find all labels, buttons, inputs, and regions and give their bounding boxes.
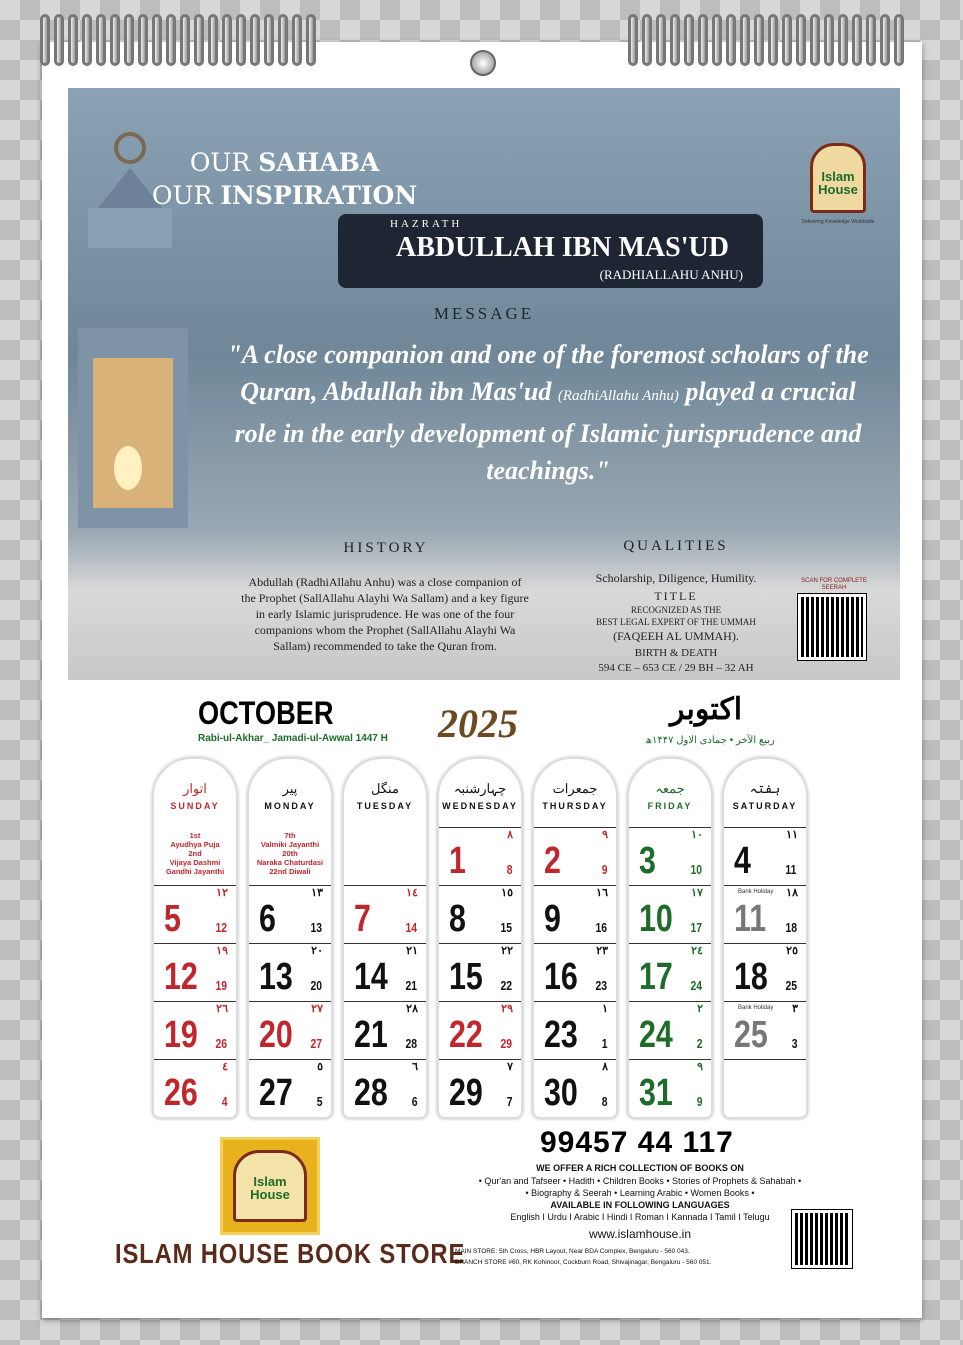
date-cell[interactable] <box>154 1059 236 1117</box>
day-name: TUESDAY <box>356 801 414 811</box>
gregorian-date: 23 <box>544 1014 578 1056</box>
date-cell[interactable] <box>724 1001 806 1059</box>
date-cell[interactable] <box>344 943 426 1001</box>
hijri-date-arabic: ٨ <box>602 1061 608 1073</box>
binding-ring <box>712 14 722 66</box>
empty-cell <box>724 1059 806 1117</box>
day-name-urdu: چہارشنبہ <box>453 781 507 796</box>
binding-ring <box>642 14 652 66</box>
history-text: Abdullah (RadhiAllahu Anhu) was a close companion of the Prophet (SallAllahu Alayhi Wa Sallam) and a key figure in early Islamic jurisprudence. He was one of the four companions whom the Prophet (SallAllahu Alayhi Wa Sallam) recommended to take the Quran from. <box>241 575 529 653</box>
gregorian-date: 26 <box>164 1072 198 1114</box>
hijri-date-arabic: ٥ <box>317 1061 323 1073</box>
message-heading: MESSAGE <box>433 304 535 323</box>
name-prefix: HAZRATH <box>390 218 463 230</box>
gregorian-date: 31 <box>639 1072 673 1114</box>
gregorian-date: 21 <box>354 1014 388 1056</box>
hijri-months: Rabi-ul-Akhar_ Jamadi-ul-Awwal 1447 H <box>198 733 388 744</box>
binding-ring <box>54 14 64 66</box>
hijri-date-arabic: ٩ <box>697 1061 703 1073</box>
date-cell[interactable] <box>249 885 331 943</box>
day-name: MONDAY <box>264 801 316 811</box>
hijri-date: 28 <box>404 1036 417 1051</box>
hanging-hole <box>470 50 496 76</box>
hijri-date: 27 <box>309 1036 322 1051</box>
gregorian-date: 25 <box>734 1014 768 1056</box>
date-cell[interactable] <box>724 885 806 943</box>
gregorian-date: 15 <box>449 956 483 998</box>
gregorian-date: 7 <box>354 898 371 940</box>
date-cell[interactable] <box>534 885 616 943</box>
hijri-date-arabic: ١٧ <box>691 887 703 899</box>
gregorian-date: 12 <box>164 956 198 998</box>
branch-store-address: BRANCH STORE #60, RK Kohinoor, Cockburn Road, Shivajinagar, Bengaluru - 560 051. <box>455 1259 712 1266</box>
hijri-date: 29 <box>499 1036 512 1051</box>
hijri-date: 24 <box>689 978 702 993</box>
hijri-date-arabic: ٢٢ <box>501 945 513 957</box>
languages-list: English I Urdu I Arabic I Hindi I Roman I Kannada I Tamil I Telugu <box>510 1212 770 1222</box>
date-cell[interactable] <box>154 885 236 943</box>
day-name: WEDNESDAY <box>442 801 518 811</box>
date-cell[interactable] <box>344 1059 426 1117</box>
title-heading: TITLE <box>654 589 698 603</box>
hijri-date: 7 <box>506 1094 513 1109</box>
binding-ring <box>152 14 162 66</box>
hijri-date: 13 <box>309 920 322 935</box>
date-cell[interactable] <box>629 943 711 1001</box>
topics-line-1: • Qur'an and Tafseer • Hadith • Children Books • Stories of Prophets & Sahabah • <box>478 1176 802 1186</box>
hijri-date-arabic: ٧ <box>507 1061 513 1073</box>
holiday-note-line: Naraka Chaturdasi <box>256 858 324 867</box>
phone-number[interactable]: 99457 44 117 <box>540 1126 734 1159</box>
date-cell[interactable] <box>724 827 806 885</box>
gregorian-date: 30 <box>544 1072 578 1114</box>
holiday-note-line: 20th <box>282 849 298 858</box>
day-name-urdu: منگل <box>371 781 399 796</box>
hijri-date: 15 <box>499 920 512 935</box>
hijri-date: 11 <box>785 862 797 877</box>
hijri-date: 18 <box>784 920 797 935</box>
gregorian-date: 11 <box>734 898 767 940</box>
binding-ring <box>166 14 176 66</box>
binding-ring <box>40 14 50 66</box>
binding-ring <box>796 14 806 66</box>
binding-ring <box>82 14 92 66</box>
gregorian-date: 16 <box>544 956 578 998</box>
binding-ring <box>894 14 904 66</box>
binding-ring <box>838 14 848 66</box>
bookstore-logo: Islam House <box>220 1137 320 1235</box>
gregorian-date: 9 <box>544 898 561 940</box>
languages-heading: AVAILABLE IN FOLLOWING LANGUAGES <box>550 1200 730 1210</box>
date-cell[interactable] <box>629 1001 711 1059</box>
holiday-note-line: 22nd Diwali <box>269 867 311 876</box>
gregorian-date: 1 <box>449 840 466 882</box>
headline: OUR SAHABA OUR INSPIRATION <box>152 148 418 210</box>
logo-tagline: Delivering Knowledge Worldwide <box>801 219 875 225</box>
hijri-date: 16 <box>594 920 607 935</box>
sahabi-name: ABDULLAH IBN MAS'UD <box>396 232 729 263</box>
hijri-date-arabic: ١١ <box>786 829 798 841</box>
day-column-wednesday <box>437 757 523 1119</box>
website-qr-code[interactable] <box>792 1210 852 1268</box>
binding-ring <box>782 14 792 66</box>
gregorian-date: 24 <box>639 1014 673 1056</box>
date-cell[interactable] <box>439 885 521 943</box>
year: 2025 <box>438 701 518 746</box>
gregorian-date: 8 <box>449 898 466 940</box>
date-cell[interactable] <box>629 885 711 943</box>
day-name: SATURDAY <box>732 801 798 811</box>
month-urdu: اکتوبر <box>670 693 743 726</box>
binding-ring <box>670 14 680 66</box>
day-name: THURSDAY <box>542 801 608 811</box>
date-cell[interactable] <box>439 827 521 885</box>
gregorian-date: 14 <box>354 956 388 998</box>
honorific: (RADHIALLAHU ANHU) <box>599 267 743 282</box>
date-cell[interactable] <box>439 943 521 1001</box>
date-cell[interactable] <box>534 827 616 885</box>
hijri-date: 14 <box>404 920 417 935</box>
binding-ring <box>96 14 106 66</box>
hijri-date: 8 <box>601 1094 608 1109</box>
month-title: OCTOBER <box>198 695 334 731</box>
qualities-text: Scholarship, Diligence, Humility. <box>595 571 757 585</box>
hijri-date-arabic: ١ <box>602 1003 608 1015</box>
day-column-friday <box>627 757 713 1119</box>
gregorian-date: 22 <box>449 1014 483 1056</box>
binding-ring <box>866 14 876 66</box>
hijri-date-arabic: ٤ <box>222 1061 228 1073</box>
binding-ring <box>768 14 778 66</box>
day-column-sunday <box>152 757 238 1119</box>
binding-ring <box>138 14 148 66</box>
binding-ring <box>656 14 666 66</box>
binding-ring <box>180 14 190 66</box>
holiday-notes <box>249 831 331 876</box>
hijri-date: 1 <box>601 1036 608 1051</box>
gregorian-date: 2 <box>544 840 561 882</box>
hijri-date-arabic: ٢٤ <box>691 945 703 957</box>
date-cell[interactable] <box>439 1059 521 1117</box>
hijri-date: 19 <box>214 978 227 993</box>
hijri-date: 26 <box>214 1036 227 1051</box>
binding-ring <box>264 14 274 66</box>
hijri-date-arabic: ١٤ <box>406 887 418 899</box>
birth-text: 594 CE – 653 CE / 29 BH – 32 AH <box>598 662 754 674</box>
gregorian-date: 20 <box>259 1014 293 1056</box>
hijri-date: 17 <box>689 920 702 935</box>
hijri-date: 22 <box>499 978 512 993</box>
binding-ring <box>880 14 890 66</box>
hijri-date-arabic: ٣ <box>792 1003 798 1015</box>
binding-ring <box>852 14 862 66</box>
gregorian-date: 27 <box>259 1072 293 1114</box>
hijri-date: 3 <box>791 1036 798 1051</box>
holiday-note-line: Ayudhya Puja <box>170 840 220 849</box>
sahabi-name-banner <box>338 214 763 288</box>
date-cell[interactable] <box>534 943 616 1001</box>
gregorian-date: 28 <box>354 1072 388 1114</box>
day-column-saturday <box>722 757 808 1119</box>
hijri-date: 21 <box>404 978 417 993</box>
hijri-date: 9 <box>601 862 608 877</box>
offer-heading: WE OFFER A RICH COLLECTION OF BOOKS ON <box>536 1163 744 1173</box>
holiday-label: Bank Holiday <box>738 889 774 895</box>
hijri-date-arabic: ٦ <box>412 1061 418 1073</box>
hijri-date-arabic: ٩ <box>602 829 608 841</box>
scan-label: SCAN FOR COMPLETE SEERAH <box>801 578 867 591</box>
holiday-label: Bank Holiday <box>738 1005 774 1011</box>
binding-ring <box>810 14 820 66</box>
binding-ring <box>726 14 736 66</box>
day-name-urdu: ہفتہ <box>749 781 781 796</box>
gregorian-date: 13 <box>259 956 293 998</box>
title-text: RECOGNIZED AS THE BEST LEGAL EXPERT OF THE UMMAH (FAQEEH AL UMMAH). <box>596 605 756 643</box>
gregorian-date: 4 <box>734 840 751 882</box>
binding-ring <box>222 14 232 66</box>
binding-ring <box>754 14 764 66</box>
hijri-date: 10 <box>689 862 702 877</box>
hijri-date: 8 <box>506 862 513 877</box>
hijri-date-arabic: ٢٩ <box>501 1003 513 1015</box>
message-quote: "A close companion and one of the foremost scholars of the Quran, Abdullah ibn Mas'ud (RadhiAllahu Anhu) played a crucial role in the early development of Islamic jurisprudence and teachings." <box>227 340 869 485</box>
day-column-thursday <box>532 757 618 1119</box>
seerah-qr-code[interactable] <box>798 594 866 660</box>
date-cell[interactable] <box>439 1001 521 1059</box>
hijri-date-arabic: ١٦ <box>596 887 608 899</box>
hijri-date-arabic: ٨ <box>507 829 513 841</box>
day-name-urdu: جمعہ <box>655 781 685 796</box>
qualities-heading: QUALITIES <box>623 538 729 554</box>
gregorian-date: 6 <box>259 898 276 940</box>
hijri-date-arabic: ١٣ <box>311 887 323 899</box>
date-cell[interactable] <box>629 827 711 885</box>
spiral-binding-left <box>40 14 316 66</box>
holiday-note-line: 2nd <box>188 849 202 858</box>
binding-ring <box>250 14 260 66</box>
date-cell[interactable] <box>344 1001 426 1059</box>
hijri-date: 20 <box>309 978 322 993</box>
hijri-date: 9 <box>696 1094 703 1109</box>
date-cell[interactable] <box>249 1001 331 1059</box>
hijri-date-arabic: ٢ <box>697 1003 703 1015</box>
hijri-months-urdu: ربیع الآخر • جمادی الاول ۱۴۴۷ھ <box>645 735 775 746</box>
store-name: ISLAM HOUSE BOOK STORE <box>115 1238 466 1269</box>
day-name-urdu: پیر <box>282 781 298 796</box>
gregorian-date: 19 <box>164 1014 198 1056</box>
binding-ring <box>740 14 750 66</box>
binding-ring <box>194 14 204 66</box>
hijri-date-arabic: ٢٠ <box>311 945 323 957</box>
day-name: SUNDAY <box>170 801 220 811</box>
hijri-date: 23 <box>594 978 607 993</box>
hijri-date-arabic: ١٠ <box>691 829 703 841</box>
hijri-date: 25 <box>784 978 797 993</box>
holiday-notes <box>154 831 236 876</box>
binding-ring <box>68 14 78 66</box>
date-cell[interactable] <box>344 885 426 943</box>
binding-ring <box>306 14 316 66</box>
day-name-urdu: جمعرات <box>552 781 598 796</box>
day-name-urdu: اتوار <box>183 781 207 796</box>
date-cell[interactable] <box>629 1059 711 1117</box>
hijri-date: 12 <box>214 920 227 935</box>
hijri-date-arabic: ٢٥ <box>786 945 798 957</box>
hijri-date-arabic: ٢٨ <box>406 1003 418 1015</box>
hijri-date-arabic: ٢٣ <box>596 945 608 957</box>
date-cell[interactable] <box>724 943 806 1001</box>
hijri-date-arabic: ١٨ <box>786 887 798 899</box>
gregorian-date: 17 <box>639 956 673 998</box>
binding-ring <box>628 14 638 66</box>
hijri-date-arabic: ١٩ <box>216 945 228 957</box>
hijri-date-arabic: ٢٧ <box>311 1003 323 1015</box>
day-column-tuesday <box>342 757 428 1119</box>
website-link[interactable]: www.islamhouse.in <box>588 1227 692 1241</box>
hijri-date-arabic: ١٥ <box>501 887 513 899</box>
hero-panel <box>68 88 900 680</box>
day-name: FRIDAY <box>647 801 693 811</box>
binding-ring <box>278 14 288 66</box>
date-cell[interactable] <box>154 943 236 1001</box>
holiday-note-line: 1st <box>189 831 201 840</box>
gregorian-date: 29 <box>449 1072 483 1114</box>
hijri-date-arabic: ٢٦ <box>216 1003 228 1015</box>
binding-ring <box>208 14 218 66</box>
day-column-monday <box>247 757 333 1119</box>
hijri-date: 2 <box>696 1036 703 1051</box>
gregorian-date: 5 <box>164 898 181 940</box>
main-store-address: MAIN STORE: 5th Cross, HBR Layout, Near BDA Complex, Bengaluru - 560 043. <box>455 1248 690 1255</box>
birth-heading: BIRTH & DEATH <box>634 647 718 659</box>
holiday-note-line: Gandhi Jayanthi <box>165 867 225 876</box>
hijri-date-arabic: ١٢ <box>216 887 228 899</box>
date-cell[interactable] <box>154 1001 236 1059</box>
spiral-binding-right <box>628 14 904 66</box>
binding-ring <box>698 14 708 66</box>
binding-ring <box>824 14 834 66</box>
binding-ring <box>124 14 134 66</box>
gregorian-date: 18 <box>734 956 768 998</box>
holiday-note-line: 7th <box>284 831 296 840</box>
binding-ring <box>236 14 246 66</box>
holiday-note-line: Valmiki Jayanthi <box>260 840 320 849</box>
binding-ring <box>110 14 120 66</box>
date-cell[interactable] <box>249 943 331 1001</box>
holiday-note-line: Vijaya Dashmi <box>169 858 221 867</box>
gregorian-date: 10 <box>639 898 673 940</box>
date-cell[interactable] <box>534 1059 616 1117</box>
date-cell[interactable] <box>534 1001 616 1059</box>
history-heading: HISTORY <box>343 540 429 556</box>
hijri-date: 4 <box>221 1094 228 1109</box>
hijri-date-arabic: ٢١ <box>406 945 418 957</box>
hijri-date: 5 <box>316 1094 323 1109</box>
binding-ring <box>292 14 302 66</box>
hijri-date: 6 <box>411 1094 418 1109</box>
binding-ring <box>684 14 694 66</box>
islam-house-logo: Islam House <box>810 143 866 213</box>
date-cell[interactable] <box>249 1059 331 1117</box>
topics-line-2: • Biography & Seerah • Learning Arabic • Women Books • <box>525 1188 755 1198</box>
gregorian-date: 3 <box>639 840 656 882</box>
